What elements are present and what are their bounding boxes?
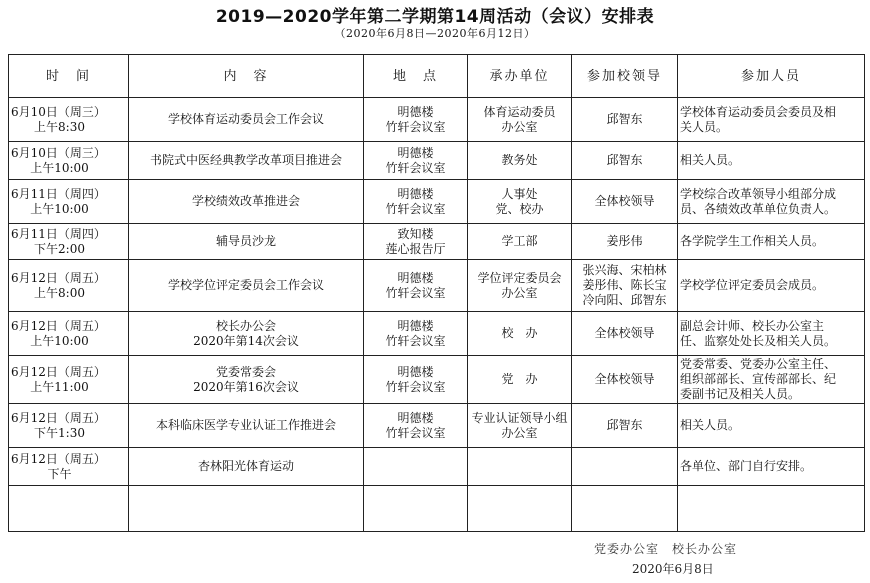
header-people: 参加人员	[678, 55, 865, 98]
content-line: 辅导员沙龙	[215, 234, 276, 248]
people-empty-cell	[678, 486, 865, 532]
time-cell	[9, 448, 129, 486]
unit-cell	[468, 312, 572, 356]
content-cell	[129, 180, 364, 224]
time-cell	[9, 356, 129, 404]
people-line: 副总会计师、校长办公室主	[680, 318, 825, 333]
table-row	[9, 180, 865, 224]
place-empty-cell	[364, 486, 468, 532]
unit-cell	[468, 142, 572, 180]
leader-line: 邱智东	[606, 418, 643, 432]
leader-cell	[572, 98, 678, 142]
table-row	[9, 448, 865, 486]
issue-date: 2020年6月8日	[632, 562, 714, 576]
issuing-office: 党委办公室 校长办公室	[594, 542, 738, 556]
time-line: 6月10日（周三）	[11, 104, 106, 119]
place-line: 竹轩会议室	[385, 379, 446, 394]
time-line: 下午	[47, 466, 72, 481]
people-line: 学校综合改革领导小组部分成	[680, 186, 837, 201]
people-cell	[678, 448, 865, 486]
people-cell	[678, 356, 865, 404]
time-cell	[9, 312, 129, 356]
people-line: 各单位、部门自行安排。	[680, 459, 813, 473]
content-cell	[129, 448, 364, 486]
date-range-subtitle: （2020年6月8日—2020年6月12日）	[334, 27, 536, 40]
people-line: 组织部部长、宣传部部长、纪	[680, 372, 837, 386]
time-cell	[9, 98, 129, 142]
content-line: 党委常委会	[215, 364, 276, 379]
time-line: 6月12日（周五）	[11, 318, 106, 333]
leader-cell	[572, 224, 678, 260]
content-line: 校长办公会	[215, 318, 276, 333]
time-cell	[9, 260, 129, 312]
leader-line: 邱智东	[606, 153, 643, 167]
leader-cell	[572, 260, 678, 312]
content-cell	[129, 404, 364, 448]
time-line: 6月11日（周四）	[11, 226, 106, 241]
unit-line: 党 办	[501, 372, 538, 386]
unit-line: 教务处	[501, 153, 538, 167]
place-line: 明德楼	[397, 104, 434, 119]
leader-empty-cell	[572, 486, 678, 532]
empty-row	[9, 486, 865, 532]
content-cell	[129, 98, 364, 142]
content-cell	[129, 356, 364, 404]
place-line: 莲心报告厅	[385, 241, 446, 256]
content-line: 2020年第16次会议	[193, 379, 299, 394]
place-cell	[364, 260, 468, 312]
time-line: 6月12日（周五）	[11, 270, 106, 285]
schedule-table	[8, 54, 865, 532]
place-cell	[364, 404, 468, 448]
table-row	[9, 224, 865, 260]
time-line: 6月10日（周三）	[11, 145, 106, 160]
unit-cell	[468, 404, 572, 448]
time-line: 6月12日（周五）	[11, 364, 106, 379]
time-line: 上午11:00	[30, 379, 89, 394]
time-line: 上午8:00	[34, 285, 85, 300]
place-line: 明德楼	[397, 410, 434, 425]
place-line: 竹轩会议室	[385, 160, 446, 175]
time-cell	[9, 142, 129, 180]
leader-cell	[572, 180, 678, 224]
people-line: 任、监察处处长及相关人员。	[680, 333, 837, 348]
leader-line: 张兴海、宋柏林	[582, 263, 667, 277]
table-row	[9, 142, 865, 180]
place-line: 致知楼	[397, 226, 434, 241]
leader-cell	[572, 448, 678, 486]
time-line: 下午2:00	[34, 241, 85, 256]
unit-line: 学位评定委员会	[477, 270, 562, 285]
place-line: 竹轩会议室	[385, 333, 446, 348]
content-line: 杏林阳光体育运动	[197, 459, 294, 473]
people-line: 学校体育运动委员会委员及相	[680, 104, 837, 119]
table-header-row	[9, 55, 865, 98]
table-row	[9, 98, 865, 142]
leader-line: 全体校领导	[594, 194, 655, 208]
content-line: 本科临床医学专业认证工作推进会	[155, 418, 336, 432]
header-place: 地 点	[364, 55, 468, 98]
unit-line: 学工部	[501, 234, 538, 248]
table-row	[9, 260, 865, 312]
unit-line: 办公室	[501, 119, 538, 134]
header-time: 时 间	[9, 55, 129, 98]
time-line: 上午8:30	[34, 119, 85, 134]
place-line: 明德楼	[397, 364, 434, 379]
content-line: 学校绩效改革推进会	[191, 194, 300, 208]
time-line: 6月12日（周五）	[11, 410, 106, 425]
time-line: 6月12日（周五）	[11, 451, 106, 466]
people-line: 相关人员。	[680, 418, 741, 432]
people-cell	[678, 142, 865, 180]
content-empty-cell	[129, 486, 364, 532]
place-cell	[364, 98, 468, 142]
content-cell	[129, 224, 364, 260]
people-cell	[678, 180, 865, 224]
people-line: 员、各绩效改革单位负责人。	[680, 201, 837, 216]
people-line: 各学院学生工作相关人员。	[680, 234, 825, 248]
leader-cell	[572, 356, 678, 404]
place-cell	[364, 180, 468, 224]
time-cell	[9, 224, 129, 260]
time-line: 上午10:00	[30, 160, 89, 175]
time-empty-cell	[9, 486, 129, 532]
place-line: 明德楼	[397, 318, 434, 333]
time-line: 上午10:00	[30, 201, 89, 216]
unit-line: 人事处	[501, 186, 538, 201]
people-cell	[678, 224, 865, 260]
place-cell	[364, 142, 468, 180]
unit-cell	[468, 224, 572, 260]
unit-cell	[468, 448, 572, 486]
unit-line: 专业认证领导小组	[471, 410, 568, 425]
unit-cell	[468, 260, 572, 312]
content-cell	[129, 142, 364, 180]
leader-cell	[572, 404, 678, 448]
people-cell	[678, 98, 865, 142]
leader-cell	[572, 312, 678, 356]
time-cell	[9, 180, 129, 224]
place-line: 竹轩会议室	[385, 119, 446, 134]
leader-line: 全体校领导	[594, 326, 655, 340]
place-line: 竹轩会议室	[385, 201, 446, 216]
place-line: 明德楼	[397, 186, 434, 201]
time-cell	[9, 404, 129, 448]
place-cell	[364, 448, 468, 486]
people-line: 关人员。	[680, 119, 729, 134]
content-cell	[129, 312, 364, 356]
content-line: 学校体育运动委员会工作会议	[167, 112, 324, 126]
place-line: 竹轩会议室	[385, 425, 446, 440]
people-cell	[678, 312, 865, 356]
people-line: 相关人员。	[680, 153, 741, 167]
unit-line: 校 办	[501, 326, 538, 340]
unit-empty-cell	[468, 486, 572, 532]
unit-cell	[468, 98, 572, 142]
content-line: 2020年第14次会议	[193, 333, 299, 348]
header-content: 内 容	[129, 55, 364, 98]
table-row	[9, 312, 865, 356]
place-cell	[364, 312, 468, 356]
header-leader: 参加校领导	[572, 55, 678, 98]
content-line: 学校学位评定委员会工作会议	[167, 278, 324, 292]
unit-line: 办公室	[501, 425, 538, 440]
time-line: 下午1:30	[34, 425, 85, 440]
page-title: 2019—2020学年第二学期第14周活动（会议）安排表	[215, 7, 655, 27]
leader-cell	[572, 142, 678, 180]
people-line: 学校学位评定委员会成员。	[680, 278, 825, 292]
place-cell	[364, 356, 468, 404]
header-unit: 承办单位	[468, 55, 572, 98]
leader-line: 冷向阳、邱智东	[582, 293, 667, 307]
unit-cell	[468, 180, 572, 224]
leader-line: 姜彤伟	[606, 234, 643, 248]
leader-line: 邱智东	[606, 112, 643, 126]
table-row	[9, 404, 865, 448]
time-line: 6月11日（周四）	[11, 186, 106, 201]
leader-line: 姜彤伟、陈长宝	[582, 278, 667, 292]
place-line: 明德楼	[397, 270, 434, 285]
people-line: 党委常委、党委办公室主任、	[680, 357, 837, 371]
unit-line: 办公室	[501, 285, 538, 300]
people-line: 委副书记及相关人员。	[680, 387, 801, 401]
place-cell	[364, 224, 468, 260]
place-line: 明德楼	[397, 145, 434, 160]
unit-line: 党、校办	[495, 201, 544, 216]
table-row	[9, 356, 865, 404]
unit-line: 体育运动委员	[483, 104, 556, 119]
content-line: 书院式中医经典教学改革项目推进会	[149, 153, 342, 167]
unit-cell	[468, 356, 572, 404]
people-cell	[678, 260, 865, 312]
place-line: 竹轩会议室	[385, 285, 446, 300]
people-cell	[678, 404, 865, 448]
leader-line: 全体校领导	[594, 372, 655, 386]
time-line: 上午10:00	[30, 333, 89, 348]
content-cell	[129, 260, 364, 312]
